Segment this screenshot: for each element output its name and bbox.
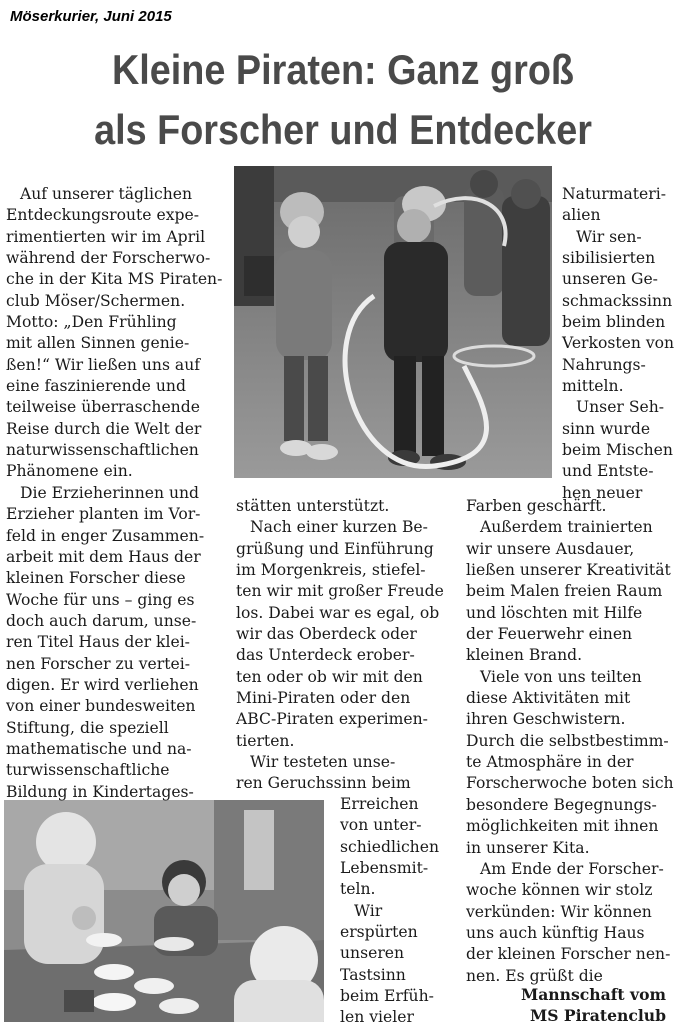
text-line: schmackssinn: [562, 291, 673, 310]
text-line: Entdeckungsroute expe-: [6, 206, 199, 225]
text-line: während der Forscherwo-: [6, 249, 211, 268]
signature-line: Mannschaft vom: [520, 985, 666, 1004]
text-line: feld in enger Zusammen-: [6, 526, 205, 545]
text-line: von unter-: [340, 816, 422, 835]
signature: [466, 984, 666, 1027]
text-line: beim blinden: [562, 313, 666, 332]
text-line: Bildung in Kindertages-: [6, 782, 194, 801]
text-line: len vieler: [340, 1008, 414, 1027]
text-line: ten wir mit großer Freude: [236, 582, 444, 601]
text-line: kleinen Forscher diese: [6, 569, 186, 588]
text-line: verkünden: Wir können: [466, 902, 652, 921]
text-line: Die Erzieherinnen und: [20, 483, 200, 502]
text-line: Tastsinn: [340, 965, 406, 984]
text-line: doch auch darum, unse-: [6, 611, 197, 630]
text-line: mathematische und na-: [6, 739, 192, 758]
article-column-1: [6, 184, 226, 803]
text-line: uns auch künftig Haus: [466, 923, 645, 942]
text-line: teilweise überraschende: [6, 398, 200, 417]
text-line: eine faszinierende und: [6, 377, 186, 396]
text-line: und Entste-: [562, 462, 654, 481]
source-line: Möserkurier, Juni 2015: [10, 8, 172, 25]
text-line: ren Geruchssinn beim: [236, 774, 411, 793]
text-line: digen. Er wird verliehen: [6, 675, 199, 694]
text-line: mit allen Sinnen genie-: [6, 334, 190, 353]
text-line: Nahrungs-: [562, 355, 646, 374]
text-line: Viele von uns teilten: [480, 667, 642, 686]
photo-children-table: [4, 800, 324, 1022]
text-line: besondere Begegnungs-: [466, 795, 657, 814]
text-line: grüßung und Einführung: [236, 539, 434, 558]
text-line: ßen!“ Wir ließen uns auf: [6, 355, 201, 374]
text-line: Auf unserer täglichen: [20, 185, 193, 203]
article-column-3-top: [562, 184, 680, 504]
text-line: wir unsere Ausdauer,: [466, 539, 635, 558]
text-line: Unser Seh-: [576, 398, 665, 417]
text-line: woche können wir stolz: [466, 881, 653, 900]
signature-line: MS Piratenclub: [529, 1006, 666, 1026]
text-line: stätten unterstützt.: [236, 497, 390, 515]
headline-line-1: Kleine Piraten: Ganz groß: [111, 46, 575, 93]
text-line: Phänomene ein.: [6, 462, 133, 481]
text-line: wir das Oberdeck oder: [236, 625, 417, 644]
text-line: naturwissenschaftlichen: [6, 441, 199, 460]
text-line: ten oder ob wir mit den: [236, 667, 423, 686]
text-line: arbeit mit dem Haus der: [6, 547, 201, 566]
text-line: im Morgenkreis, stiefel-: [236, 561, 426, 580]
text-line: alien: [562, 206, 601, 225]
text-line: che in der Kita MS Piraten-: [6, 270, 223, 289]
text-line: sinn wurde: [562, 419, 651, 438]
text-line: tierten.: [236, 731, 295, 750]
text-line: rimentierten wir im April: [6, 227, 206, 246]
text-line: das Unterdeck erober-: [236, 646, 415, 665]
article-column-2-top: [236, 496, 458, 795]
text-line: turwissenschaftliche: [6, 761, 170, 780]
text-line: Naturmateri-: [562, 185, 666, 203]
text-line: und löschten mit Hilfe: [466, 603, 643, 622]
text-line: erspürten: [340, 923, 418, 942]
text-line: nen. Es grüßt die: [466, 966, 603, 985]
text-line: Durch die selbstbestimm-: [466, 731, 669, 750]
text-line: Wir testeten unse-: [250, 753, 396, 772]
text-line: Farben geschärft.: [466, 497, 607, 515]
text-line: Wir sen-: [576, 227, 642, 246]
text-line: ließen unserer Kreativität: [466, 561, 671, 580]
text-line: unseren Ge-: [562, 270, 658, 289]
text-line: nen Forscher zu vertei-: [6, 654, 190, 673]
text-line: Verkosten von: [562, 334, 675, 353]
text-line: ihren Geschwistern.: [466, 710, 626, 729]
text-line: schiedlichen: [340, 837, 439, 856]
text-line: sibilisierten: [562, 249, 656, 268]
text-line: los. Dabei war es egal, ob: [236, 603, 440, 622]
text-line: mitteln.: [562, 377, 624, 396]
text-line: Woche für uns – ging es: [6, 590, 195, 609]
text-line: te Atmosphäre in der: [466, 753, 634, 772]
text-line: Außerdem trainierten: [480, 518, 653, 537]
text-line: von einer bundesweiten: [6, 697, 196, 716]
text-line: ren Titel Haus der klei-: [6, 633, 190, 652]
text-line: ABC-Piraten experimen-: [236, 710, 428, 729]
text-line: Erreichen: [340, 795, 419, 813]
text-line: beim Mischen: [562, 441, 673, 460]
text-line: in unserer Kita.: [466, 838, 590, 857]
text-line: Mini-Piraten oder den: [236, 689, 411, 708]
text-line: Wir: [354, 901, 383, 920]
text-line: der kleinen Forscher nen-: [466, 945, 671, 964]
text-line: möglichkeiten mit ihnen: [466, 817, 659, 836]
text-line: Erzieher planten im Vor-: [6, 505, 201, 524]
text-line: Am Ende der Forscher-: [480, 859, 664, 878]
article-column-3-bottom: [466, 496, 682, 987]
text-line: hen neuer: [562, 483, 643, 502]
headline-line-2: als Forscher und Entdecker: [94, 106, 592, 153]
article-column-2-bottom: [340, 794, 458, 1029]
text-line: Stiftung, die speziell: [6, 718, 169, 737]
text-line: unseren: [340, 944, 405, 963]
text-line: beim Malen freien Raum: [466, 582, 663, 601]
text-line: Reise durch die Welt der: [6, 419, 202, 438]
text-line: kleinen Brand.: [466, 646, 583, 665]
photo-children-outdoor: [234, 166, 552, 478]
text-line: Forscherwoche boten sich: [466, 774, 674, 793]
text-line: Lebensmit-: [340, 859, 429, 878]
text-line: Nach einer kurzen Be-: [250, 518, 428, 537]
text-line: diese Aktivitäten mit: [466, 689, 631, 708]
text-line: Motto: „Den Frühling: [6, 313, 177, 332]
text-line: club Möser/Schermen.: [6, 291, 186, 310]
text-line: der Feuerwehr einen: [466, 625, 633, 644]
text-line: teln.: [340, 880, 376, 899]
text-line: beim Erfüh-: [340, 987, 434, 1006]
